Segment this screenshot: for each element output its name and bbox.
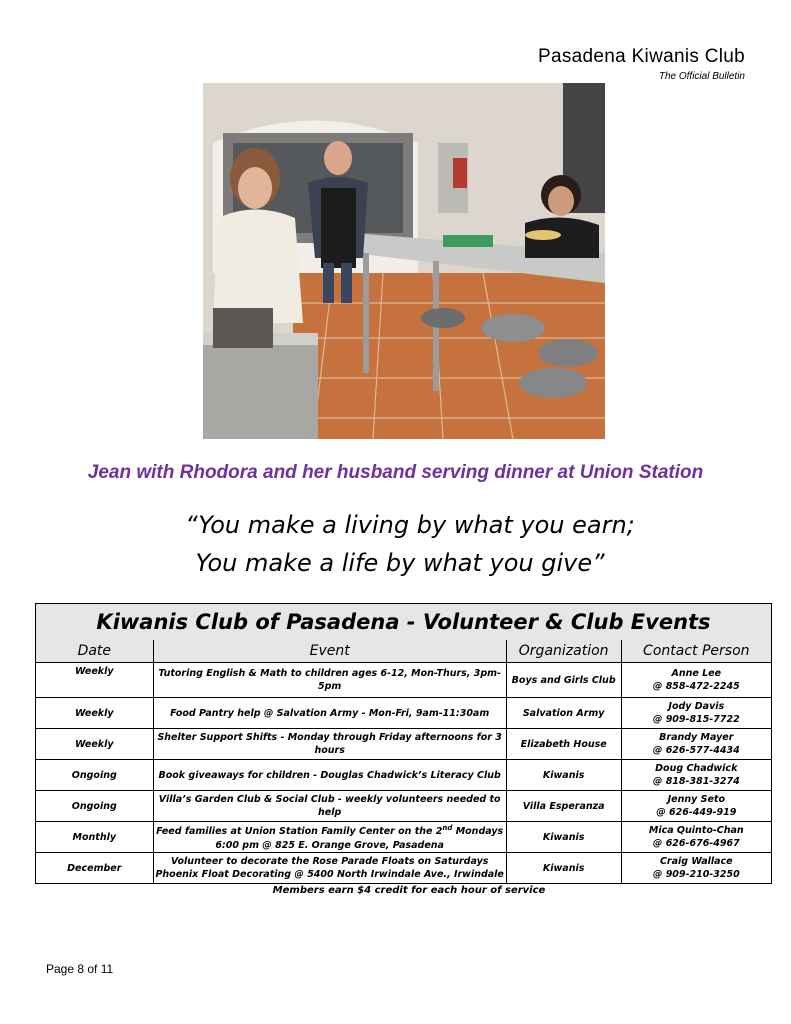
event-cell: Tutoring English & Math to children ages 6-12, Mon-Thurs, 3pm-5pm	[153, 663, 506, 698]
organization-cell: Villa Esperanza	[506, 791, 621, 822]
event-line-2: Phoenix Float Decorating @ 5400 North Irwindale Ave., Irwindale	[155, 869, 504, 880]
header-organization: Organization	[506, 640, 621, 663]
date-cell: Monthly	[36, 822, 154, 853]
events-table	[35, 603, 772, 884]
table-header-row	[36, 640, 772, 663]
organization-cell: Salvation Army	[506, 698, 621, 729]
contact-name: Mica Quinto-Chan	[648, 825, 744, 836]
quote-line-1: “You make a living by what you earn;	[185, 511, 635, 539]
organization-cell: Boys and Girls Club	[506, 663, 621, 698]
contact-cell	[621, 698, 771, 729]
table-row	[36, 791, 772, 822]
table-row	[36, 822, 772, 853]
organization-cell: Kiwanis	[506, 822, 621, 853]
contact-phone: @ 909-815-7722	[652, 714, 740, 725]
contact-phone: @ 858-472-2245	[652, 681, 740, 692]
contact-cell	[621, 663, 771, 698]
date-cell: Weekly	[36, 698, 154, 729]
organization-cell: Elizabeth House	[506, 729, 621, 760]
table-row	[36, 698, 772, 729]
event-cell: Shelter Support Shifts - Monday through Friday afternoons for 3 hours	[153, 729, 506, 760]
table-row	[36, 663, 772, 698]
event-cell	[153, 822, 506, 853]
contact-cell	[621, 729, 771, 760]
contact-name: Jenny Seto	[667, 794, 725, 805]
contact-name: Craig Wallace	[659, 856, 733, 867]
event-line-1: Volunteer to decorate the Rose Parade Floats on Saturdays	[170, 856, 489, 867]
contact-cell	[621, 760, 771, 791]
table-row	[36, 853, 772, 884]
event-cell: Food Pantry help @ Salvation Army - Mon-Fri, 9am-11:30am	[153, 698, 506, 729]
date-cell: December	[36, 853, 154, 884]
organization-cell: Kiwanis	[506, 760, 621, 791]
date-cell: Ongoing	[36, 791, 154, 822]
event-line-2: 6:00 pm @ 825 E. Orange Grove, Pasadena	[215, 839, 444, 851]
contact-cell	[621, 853, 771, 884]
table-row	[36, 729, 772, 760]
contact-cell	[621, 822, 771, 853]
organization-cell: Kiwanis	[506, 853, 621, 884]
event-cell: Book giveaways for children - Douglas Chadwick’s Literacy Club	[153, 760, 506, 791]
contact-phone: @ 626-449-919	[656, 807, 737, 818]
page-number: Page 8 of 11	[46, 962, 114, 976]
photo-caption: Jean with Rhodora and her husband serving dinner at Union Station	[87, 462, 704, 483]
contact-name: Brandy Mayer	[659, 732, 734, 743]
contact-phone: @ 626-577-4434	[652, 745, 740, 756]
header-contact: Contact Person	[621, 640, 771, 663]
date-cell: Weekly	[36, 663, 154, 698]
event-cell	[153, 853, 506, 884]
table-title: Kiwanis Club of Pasadena - Volunteer & Club Events	[36, 604, 772, 641]
header-date: Date	[36, 640, 154, 663]
credit-note: Members earn $4 credit for each hour of service	[272, 885, 546, 896]
event-cell: Villa’s Garden Club & Social Club - weekly volunteers needed to help	[153, 791, 506, 822]
quote-line-2: You make a life by what you give”	[195, 549, 605, 577]
date-cell: Ongoing	[36, 760, 154, 791]
contact-name: Jody Davis	[668, 701, 725, 712]
date-cell: Weekly	[36, 729, 154, 760]
event-line-1: Feed families at Union Station Family Center on the 2nd Mondays	[156, 824, 504, 838]
contact-cell	[621, 791, 771, 822]
table-title-row	[36, 604, 772, 641]
table-row	[36, 760, 772, 791]
contact-phone: @ 626-676-4967	[652, 838, 740, 849]
bulletin-title: Pasadena Kiwanis Club	[538, 46, 745, 67]
contact-phone: @ 818-381-3274	[652, 776, 740, 787]
kitchen-photo	[203, 83, 605, 439]
contact-phone: @ 909-210-3250	[652, 869, 740, 880]
contact-name: Anne Lee	[671, 668, 722, 679]
contact-name: Doug Chadwick	[655, 763, 738, 774]
header-event: Event	[153, 640, 506, 663]
bulletin-subtitle: The Official Bulletin	[658, 71, 745, 82]
